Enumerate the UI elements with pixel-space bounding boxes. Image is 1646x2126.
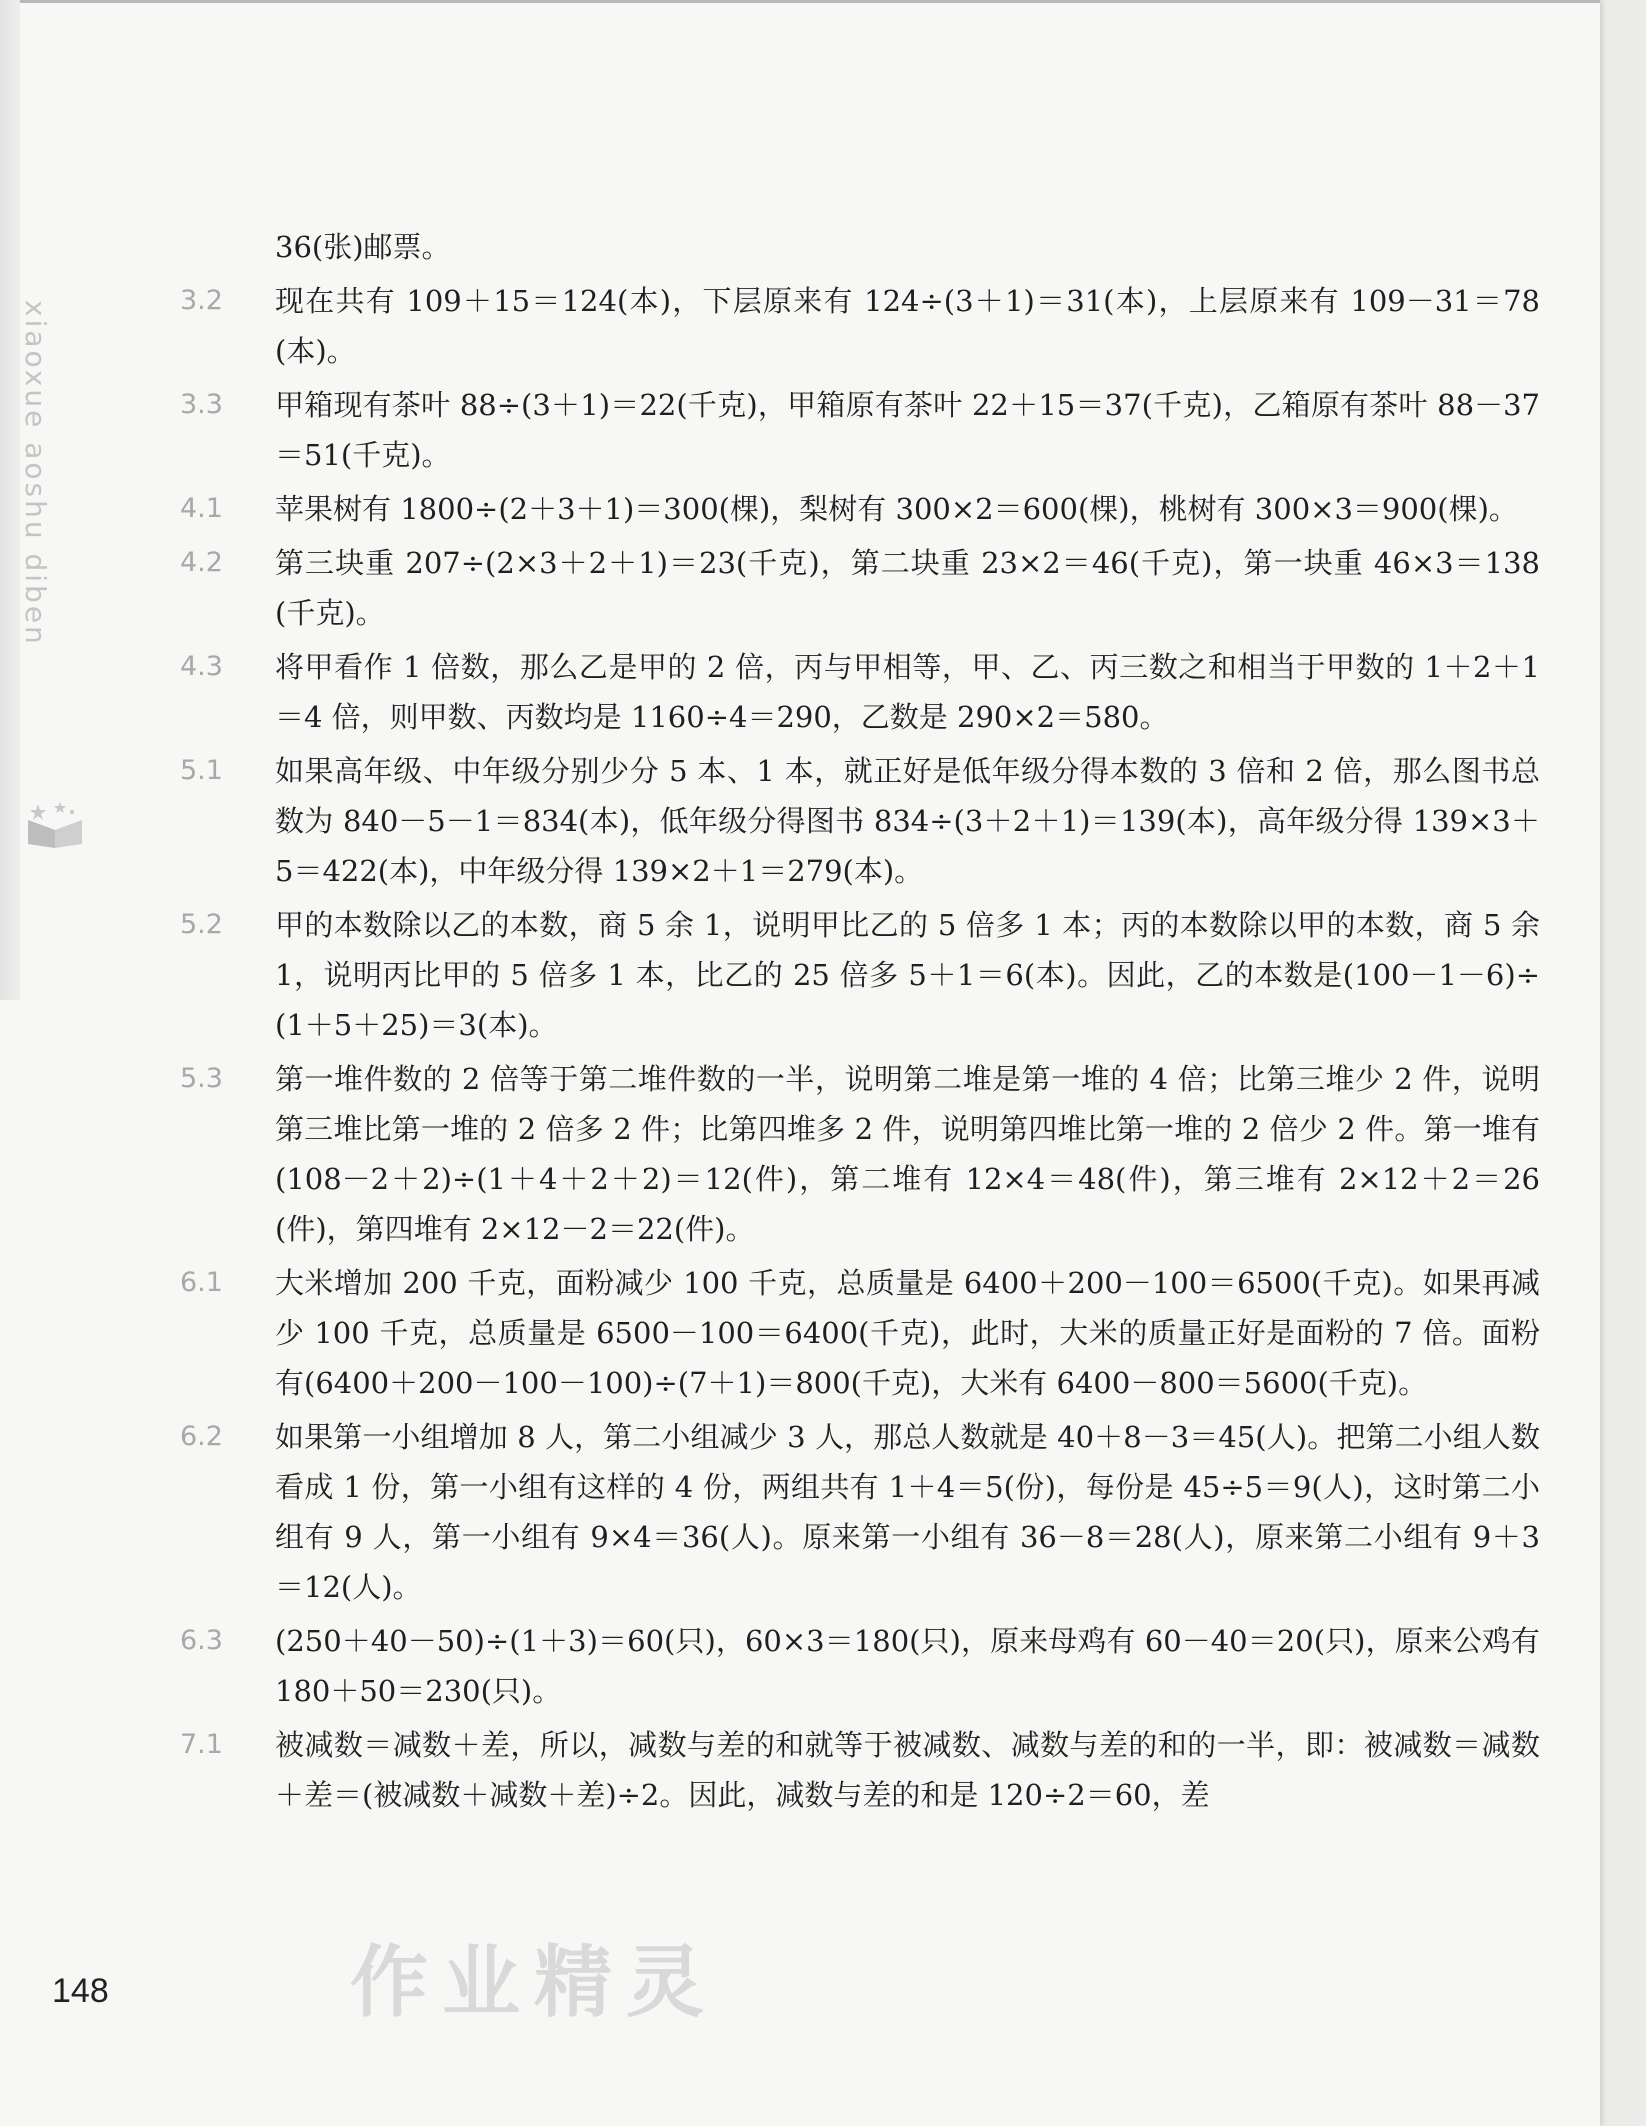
answer-text: 如果第一小组增加 8 人，第二小组减少 3 人，那总人数就是 40＋8－3＝45(人)。把第二小组人数看成 1 份，第一小组有这样的 4 份，两组共有 1＋4＝5(份)，每份是 45÷5＝9(人)，这时第二小组有 9 人，第一小组有 9×4＝36(人)。原来第一小组有 36－8＝28(人)，原来第二小组有 9＋3＝12(人)。 — [275, 1420, 1540, 1604]
top-rule — [0, 0, 1600, 3]
answer-number: 6.3 — [180, 1625, 223, 1656]
answer-item — [180, 746, 1540, 896]
answer-text: 大米增加 200 千克，面粉减少 100 千克，总质量是 6400＋200－100＝6500(千克)。如果再减少 100 千克，总质量是 6500－100＝6400(千克)，此时，大米的质量正好是面粉的 7 倍。面粉有(6400＋200－100－100)÷(7＋1)＝800(千克)，大米有 6400－800＝5600(千克)。 — [275, 1266, 1540, 1400]
answer-content — [180, 222, 1540, 1824]
answer-number: 4.1 — [180, 493, 223, 524]
answer-text: 苹果树有 1800÷(2＋3＋1)＝300(棵)，梨树有 300×2＝600(棵)，桃树有 300×3＝900(棵)。 — [275, 492, 1518, 526]
watermark-text: 作业精灵 — [350, 1938, 719, 2028]
answer-number: 3.3 — [180, 389, 223, 420]
answer-number: 5.2 — [180, 909, 223, 940]
answer-text: 甲箱现有茶叶 88÷(3＋1)＝22(千克)，甲箱原有茶叶 22＋15＝37(千克)，乙箱原有茶叶 88－37＝51(千克)。 — [275, 388, 1540, 472]
answer-item — [180, 1412, 1540, 1612]
answer-item — [180, 1054, 1540, 1254]
answer-text: 现在共有 109＋15＝124(本)，下层原来有 124÷(3＋1)＝31(本)，上层原来有 109－31＝78(本)。 — [275, 284, 1540, 368]
answer-text: 甲的本数除以乙的本数，商 5 余 1，说明甲比乙的 5 倍多 1 本；丙的本数除以甲的本数，商 5 余 1，说明丙比甲的 5 倍多 1 本，比乙的 25 倍多 5＋1＝6(本)。因此，乙的本数是(100－1－6)÷(1＋5＋25)＝3(本)。 — [275, 908, 1540, 1042]
book-star-icon — [20, 800, 90, 848]
answer-item — [180, 1258, 1540, 1408]
answer-number: 4.3 — [180, 651, 223, 682]
answer-text: 第三块重 207÷(2×3＋2＋1)＝23(千克)，第二块重 23×2＝46(千克)，第一块重 46×3＝138(千克)。 — [275, 546, 1540, 630]
answer-item — [180, 642, 1540, 742]
answer-number: 5.1 — [180, 755, 223, 786]
answer-number: 6.1 — [180, 1267, 223, 1298]
answer-list — [180, 276, 1540, 1820]
answer-number: 4.2 — [180, 547, 223, 578]
answer-number: 3.2 — [180, 285, 223, 316]
answer-text: 将甲看作 1 倍数，那么乙是甲的 2 倍，丙与甲相等，甲、乙、丙三数之和相当于甲数的 1＋2＋1＝4 倍，则甲数、丙数均是 1160÷4＝290，乙数是 290×2＝580。 — [275, 650, 1540, 734]
page-number: 148 — [52, 1972, 109, 2010]
answer-item — [180, 900, 1540, 1050]
answer-item — [180, 380, 1540, 480]
side-series-title: xiaoxue aoshu diben — [19, 300, 52, 647]
answer-number: 7.1 — [180, 1729, 223, 1760]
answer-text: 如果高年级、中年级分别少分 5 本、1 本，就正好是低年级分得本数的 3 倍和 2 倍，那么图书总数为 840－5－1＝834(本)，低年级分得图书 834÷(3＋2＋1)＝139(本)，高年级分得 139×3＋5＝422(本)，中年级分得 139×2＋1＝279(本)。 — [275, 754, 1540, 888]
answer-continuation — [180, 222, 1540, 272]
answer-text: 36(张)邮票。 — [275, 230, 451, 264]
side-band — [0, 0, 20, 1000]
answer-item — [180, 484, 1540, 534]
answer-number: 6.2 — [180, 1421, 223, 1452]
answer-number: 5.3 — [180, 1063, 223, 1094]
answer-item — [180, 1616, 1540, 1716]
answer-text: 第一堆件数的 2 倍等于第二堆件数的一半，说明第二堆是第一堆的 4 倍；比第三堆少 2 件，说明第三堆比第一堆的 2 倍多 2 件；比第四堆多 2 件，说明第四堆比第一堆的 2 倍少 2 件。第一堆有(108－2＋2)÷(1＋4＋2＋2)＝12(件)，第二堆有 12×4＝48(件)，第三堆有 2×12＋2＝26(件)，第四堆有 2×12－2＝22(件)。 — [275, 1062, 1540, 1246]
answer-item — [180, 1720, 1540, 1820]
answer-item — [180, 276, 1540, 376]
answer-text: (250＋40－50)÷(1＋3)＝60(只)，60×3＝180(只)，原来母鸡有 60－40＝20(只)，原来公鸡有 180＋50＝230(只)。 — [275, 1624, 1540, 1708]
answer-text: 被减数＝减数＋差，所以，减数与差的和就等于被减数、减数与差的和的一半，即：被减数＝减数＋差＝(被减数＋减数＋差)÷2。因此，减数与差的和是 120÷2＝60，差 — [275, 1728, 1540, 1812]
answer-item — [180, 538, 1540, 638]
